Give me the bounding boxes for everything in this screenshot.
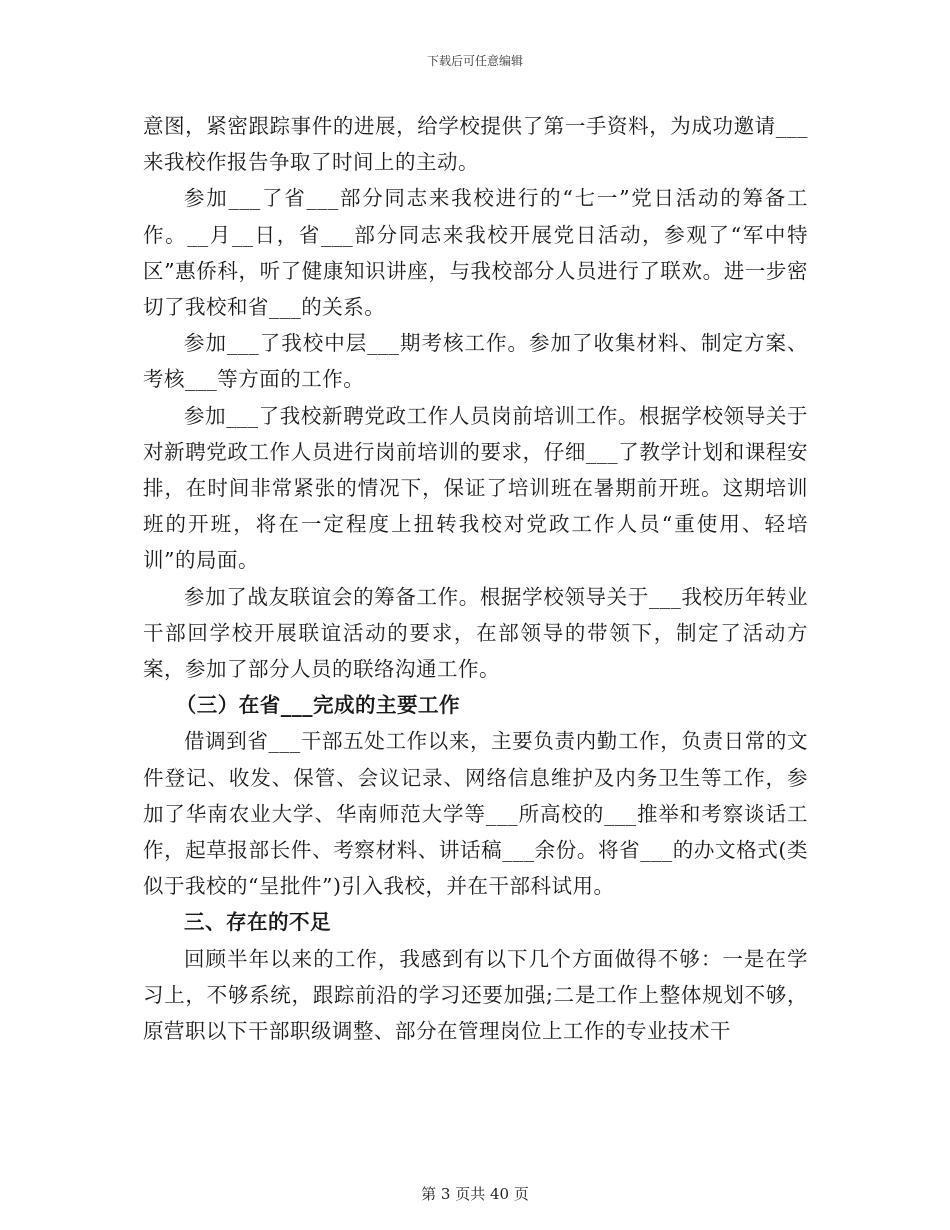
page-number: 第 3 页共 40 页	[421, 1185, 529, 1203]
paragraph-assessment: 参加___了我校中层___期考核工作。参加了收集材料、制定方案、考核___等方面的工作。	[143, 331, 808, 392]
page-header: 下载后可任意编辑	[426, 54, 523, 68]
paragraph-reunion: 参加了战友联谊会的筹备工作。根据学校领导关于___我校历年转业干部回学校开展联谊活动的要求，在部领导的带领下，制定了活动方案，参加了部分人员的联络沟通工作。	[143, 584, 808, 682]
section-heading: 三、存在的不足	[184, 910, 331, 935]
section-subheading: （三）在省___完成的主要工作	[175, 693, 461, 718]
paragraph-training: 参加___了我校新聘党政工作人员岗前培训工作。根据学校领导关于对新聘党政工作人员进行岗前培训的要求，仔细___了教学计划和课程安排，在时间非常紧张的情况下，保证了培训班在暑期前开班。这期培训班的开班，将在一定程度上扭转我校对党政工作人员“重使用、轻培训”的局面。	[143, 403, 808, 573]
paragraph-party-day: 参加___了省___部分同志来我校进行的“七一”党日活动的筹备工作。__月__日，省___部分同志来我校开展党日活动，参观了“军中特区”惠侨科，听了健康知识讲座，与我校部分人员进行了联欢。进一步密切了我校和省___的关系。	[143, 186, 808, 320]
paragraph-secondment: 借调到省___干部五处工作以来，主要负责内勤工作，负责日常的文件登记、收发、保管、会议记录、网络信息维护及内务卫生等工作，参加了华南农业大学、华南师范大学等___所高校的___推举和考察谈话工作，起草报部长件、考察材料、讲话稿___余份。将省___的办文格式(类似于我校的“呈批件”)引入我校，并在干部科试用。	[143, 729, 808, 899]
document-body	[143, 108, 808, 1049]
paragraph-shortcomings: 回顾半年以来的工作，我感到有以下几个方面做得不够：一是在学习上，不够系统，跟踪前沿的学习还要加强;二是工作上整体规划不够，原营职以下干部职级调整、部分在管理岗位上工作的专业技术干	[143, 946, 808, 1044]
paragraph-continued: 意图，紧密跟踪事件的进展，给学校提供了第一手资料，为成功邀请___来我校作报告争取了时间上的主动。	[143, 114, 808, 175]
